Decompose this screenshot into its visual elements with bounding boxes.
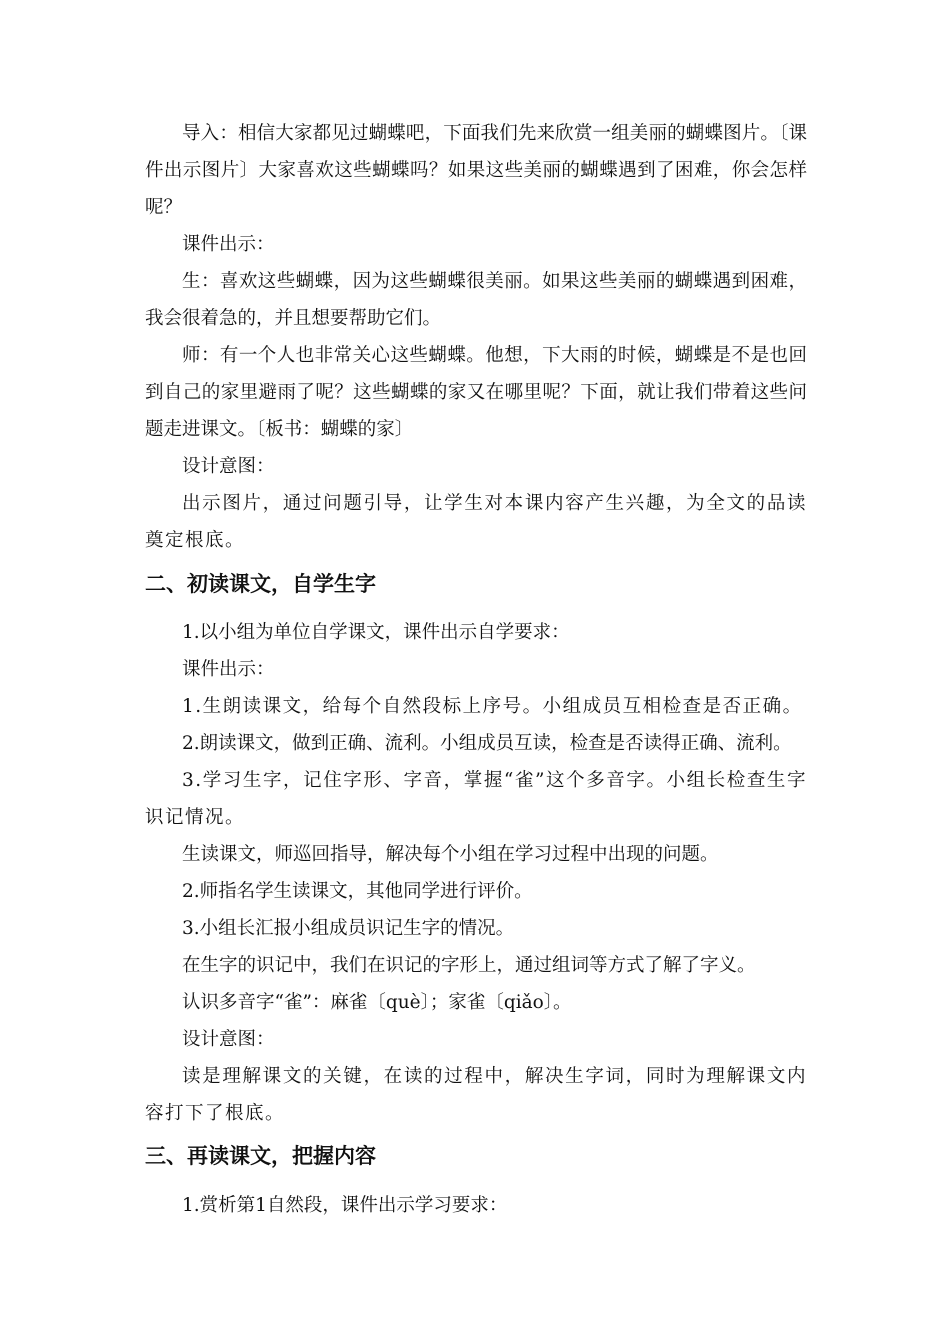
section2-item: 生读课文，师巡回指导，解决每个小组在学习过程中出现的问题。 xyxy=(182,844,719,865)
section2-item: 3.学习生字，记住字形、字音，掌握“雀”这个多音字。小组长检查生字识记情况。 xyxy=(145,770,807,828)
section3-item: 1.赏析第1自然段，课件出示学习要求： xyxy=(182,1195,508,1216)
design-intent-label: 设计意图： xyxy=(182,456,275,477)
design-intent-text: 出示图片，通过问题引导，让学生对本课内容产生兴趣，为全文的品读奠定根底。 xyxy=(145,493,807,551)
section-heading-2: 二、初读课文，自学生字 xyxy=(145,572,376,596)
teacher-paragraph: 师：有一个人也非常关心这些蝴蝶。他想，下大雨的时候，蝴蝶是不是也回到自己的家里避雨了呢？这些蝴蝶的家又在哪里呢？下面，就让我们带着这些问题走进课文。〔板书：蝴蝶的家〕 xyxy=(145,345,807,440)
section2-item: 在生字的识记中，我们在识记的字形上，通过组词等方式了解了字义。 xyxy=(182,955,756,976)
courseware-label: 课件出示： xyxy=(182,234,275,255)
section2-item: 3.小组长汇报小组成员识记生字的情况。 xyxy=(182,918,515,939)
intro-paragraph: 导入：相信大家都见过蝴蝶吧，下面我们先来欣赏一组美丽的蝴蝶图片。〔课件出示图片〕大家喜欢这些蝴蝶吗？如果这些美丽的蝴蝶遇到了困难，你会怎样呢？ xyxy=(145,123,807,218)
section2-item: 读是理解课文的关键，在读的过程中，解决生字词，同时为理解课文内容打下了根底。 xyxy=(145,1066,807,1124)
section-heading-3: 三、再读课文，把握内容 xyxy=(145,1144,376,1168)
section2-item: 2.师指名学生读课文，其他同学进行评价。 xyxy=(182,881,533,902)
section2-item: 1.以小组为单位自学课文，课件出示自学要求： xyxy=(182,622,570,643)
section2-item: 2.朗读课文，做到正确、流利。小组成员互读，检查是否读得正确、流利。 xyxy=(182,733,792,754)
section2-item: 设计意图： xyxy=(182,1029,275,1050)
section2-item: 1.生朗读课文，给每个自然段标上序号。小组成员互相检查是否正确。 xyxy=(182,696,803,717)
student-response-paragraph: 生：喜欢这些蝴蝶，因为这些蝴蝶很美丽。如果这些美丽的蝴蝶遇到困难，我会很着急的，并且想要帮助它们。 xyxy=(145,271,807,329)
section2-item: 课件出示： xyxy=(182,659,275,680)
section2-item: 认识多音字“雀”：麻雀〔què〕；家雀〔qiǎo〕。 xyxy=(182,992,572,1013)
